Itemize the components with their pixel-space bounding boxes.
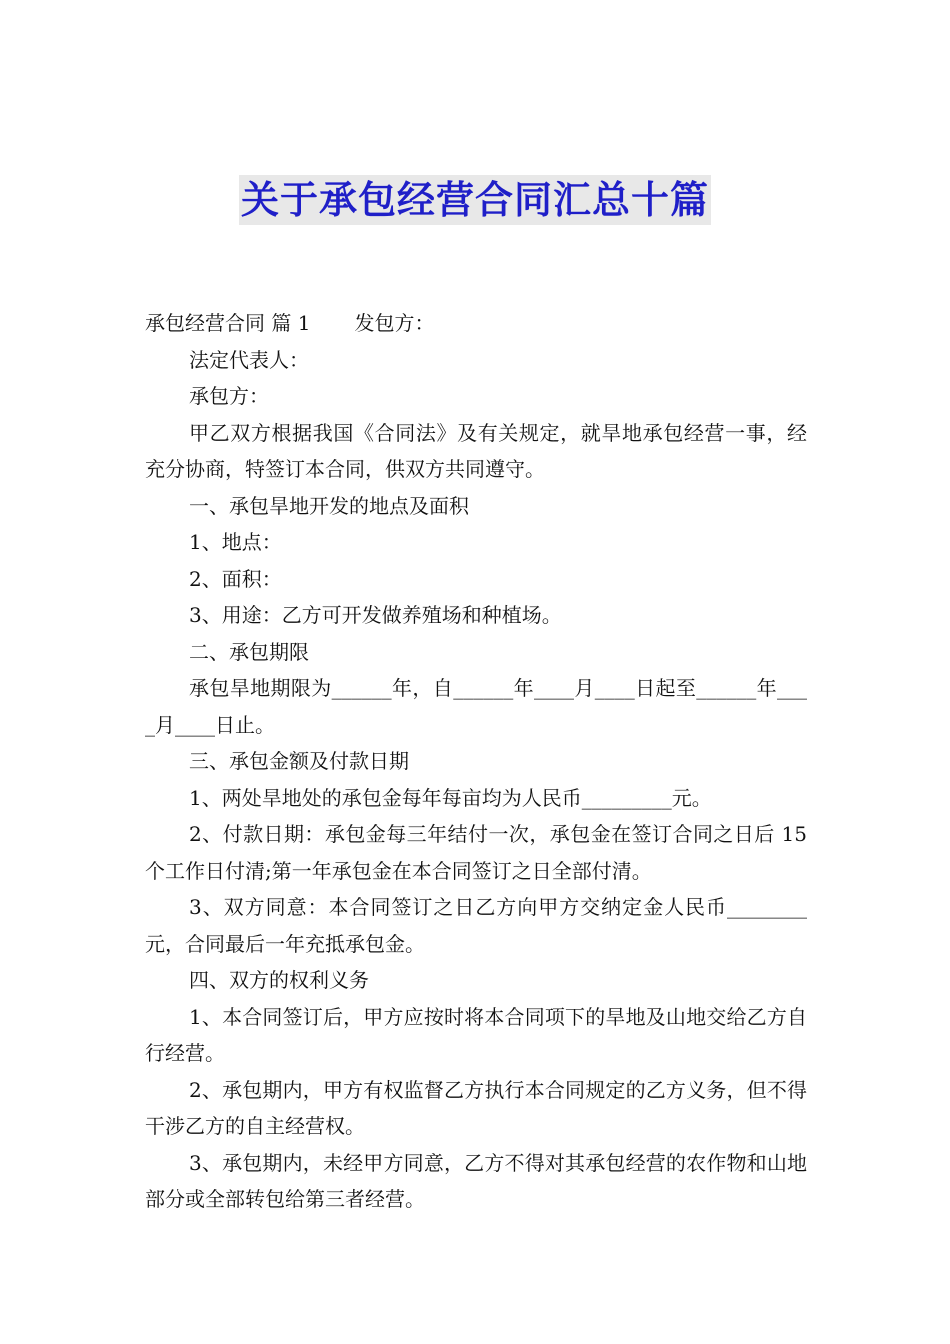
- paragraph: 3、双方同意：本合同签订之日乙方向甲方交纳定金人民币________元，合同最后一年充抵承包金。: [145, 895, 807, 956]
- section-label: 承包经营合同 篇 1: [145, 311, 311, 335]
- contracting-party-label: 发包方：: [354, 311, 435, 335]
- paragraph: 承包方：: [189, 384, 269, 408]
- section-heading-line: [145, 305, 807, 342]
- paragraph: 二、承包期限: [189, 639, 309, 664]
- paragraph: 3、用途：乙方可开发做养殖场和种植场。: [189, 603, 562, 627]
- title-container: [0, 175, 950, 225]
- paragraph: 2、面积：: [189, 566, 282, 591]
- paragraph: 四、双方的权利义务: [189, 968, 369, 992]
- paragraph: 甲乙双方根据我国《合同法》及有关规定，就旱地承包经营一事，经充分协商，特签订本合同，供双方共同遵守。: [145, 420, 807, 481]
- paragraph: 法定代表人：: [189, 347, 309, 372]
- paragraph: 3、承包期内，未经甲方同意，乙方不得对其承包经营的农作物和山地部分或全部转包给第三者经营。: [145, 1150, 807, 1211]
- paragraph: 1、本合同签订后，甲方应按时将本合同项下的旱地及山地交给乙方自行经营。: [145, 1004, 807, 1065]
- document-title: 关于承包经营合同汇总十篇: [239, 175, 711, 225]
- paragraph: 承包旱地期限为______年，自______年____月____日起至______年____月____日止。: [145, 676, 807, 737]
- document-body: [145, 305, 807, 1218]
- paragraph: 2、承包期内，甲方有权监督乙方执行本合同规定的乙方义务，但不得干涉乙方的自主经营权。: [145, 1077, 807, 1138]
- paragraph: 一、承包旱地开发的地点及面积: [189, 493, 469, 518]
- paragraph: 三、承包金额及付款日期: [189, 749, 409, 773]
- paragraph: 2、付款日期：承包金每三年结付一次，承包金在签订合同之日后 15 个工作日付清;第一年承包金在本合同签订之日全部付清。: [145, 822, 807, 883]
- paragraph: 1、地点：: [189, 530, 282, 554]
- paragraph: 1、两处旱地处的承包金每年每亩均为人民币_________元。: [189, 785, 712, 810]
